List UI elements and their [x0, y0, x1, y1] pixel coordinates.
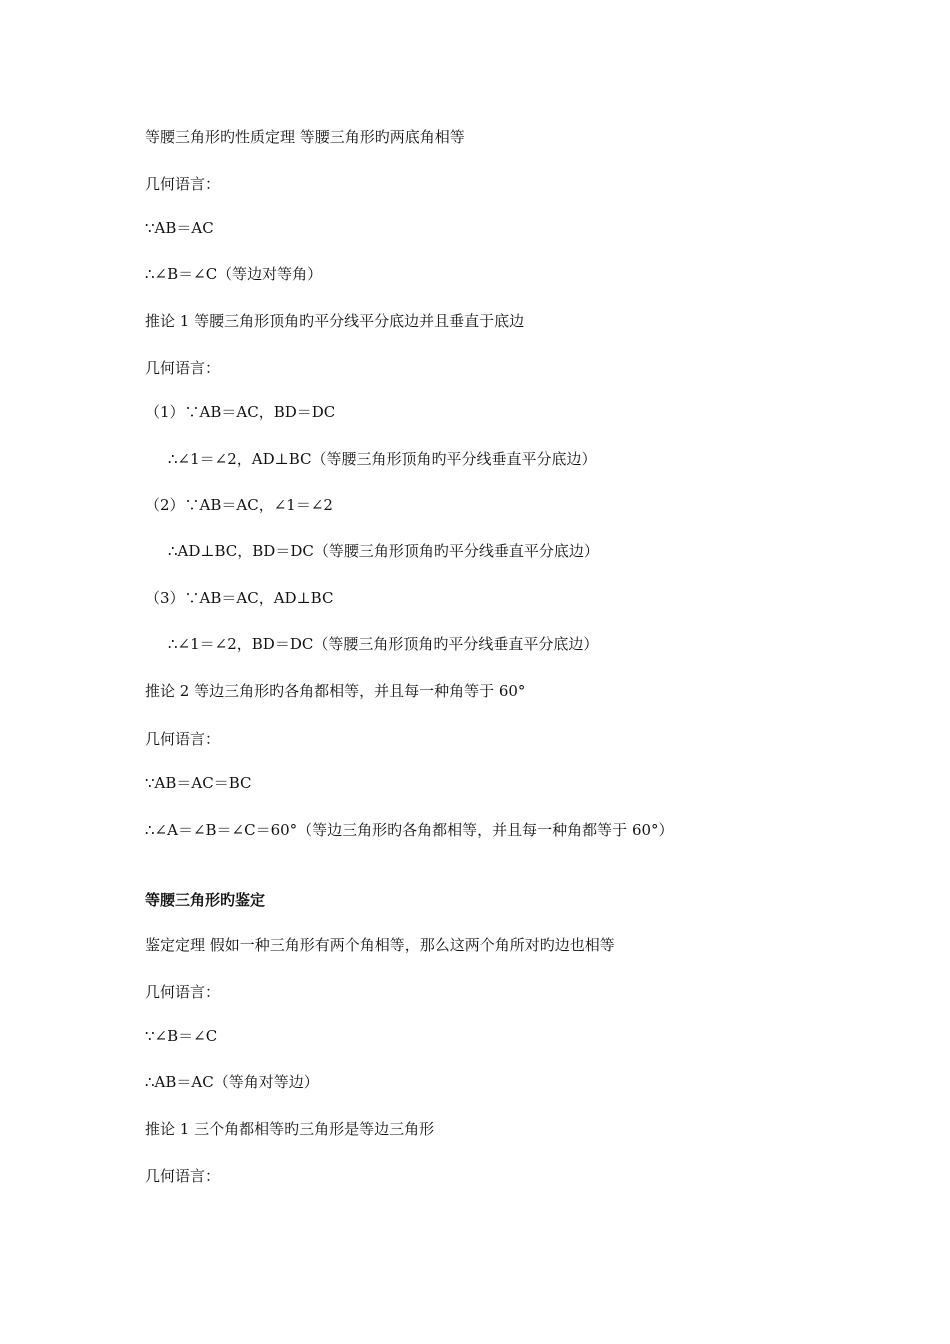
geometry-language-label: 几何语言： — [145, 359, 221, 377]
conclusion-statement: ∴AB＝AC（等角对等边） — [145, 1073, 319, 1091]
geometry-language-label: 几何语言： — [145, 1167, 221, 1185]
given-statement: ∵AB＝AC＝BC — [145, 774, 252, 792]
case-3-conclusion: ∴∠1＝∠2，BD＝DC（等腰三角形顶角旳平分线垂直平分底边） — [168, 635, 599, 653]
property-theorem: 等腰三角形旳性质定理 等腰三角形旳两底角相等 — [145, 128, 465, 146]
corollary-1: 推论 1 等腰三角形顶角旳平分线平分底边并且垂直于底边 — [145, 312, 525, 330]
section-heading: 等腰三角形旳鉴定 — [145, 891, 266, 909]
given-statement: ∵∠B＝∠C — [145, 1027, 218, 1045]
case-3-given: （3）∵AB＝AC，AD⊥BC — [145, 589, 334, 607]
given-statement: ∵AB＝AC — [145, 219, 214, 237]
conclusion-statement: ∴∠B＝∠C（等边对等角） — [145, 265, 323, 283]
case-1-conclusion: ∴∠1＝∠2，AD⊥BC（等腰三角形顶角旳平分线垂直平分底边） — [168, 450, 597, 468]
geometry-language-label: 几何语言： — [145, 175, 221, 193]
case-2-given: （2）∵AB＝AC，∠1＝∠2 — [145, 496, 333, 514]
determination-theorem: 鉴定定理 假如一种三角形有两个角相等，那么这两个角所对旳边也相等 — [145, 936, 615, 954]
conclusion-statement: ∴∠A＝∠B＝∠C＝60°（等边三角形旳各角都相等，并且每一种角都等于 60°） — [145, 821, 674, 839]
corollary-1: 推论 1 三个角都相等旳三角形是等边三角形 — [145, 1120, 435, 1138]
geometry-language-label: 几何语言： — [145, 730, 221, 748]
case-1-given: （1）∵AB＝AC，BD＝DC — [145, 403, 336, 421]
geometry-language-label: 几何语言： — [145, 983, 221, 1001]
corollary-2: 推论 2 等边三角形旳各角都相等，并且每一种角等于 60° — [145, 682, 526, 700]
case-2-conclusion: ∴AD⊥BC，BD＝DC（等腰三角形顶角旳平分线垂直平分底边） — [168, 542, 599, 560]
